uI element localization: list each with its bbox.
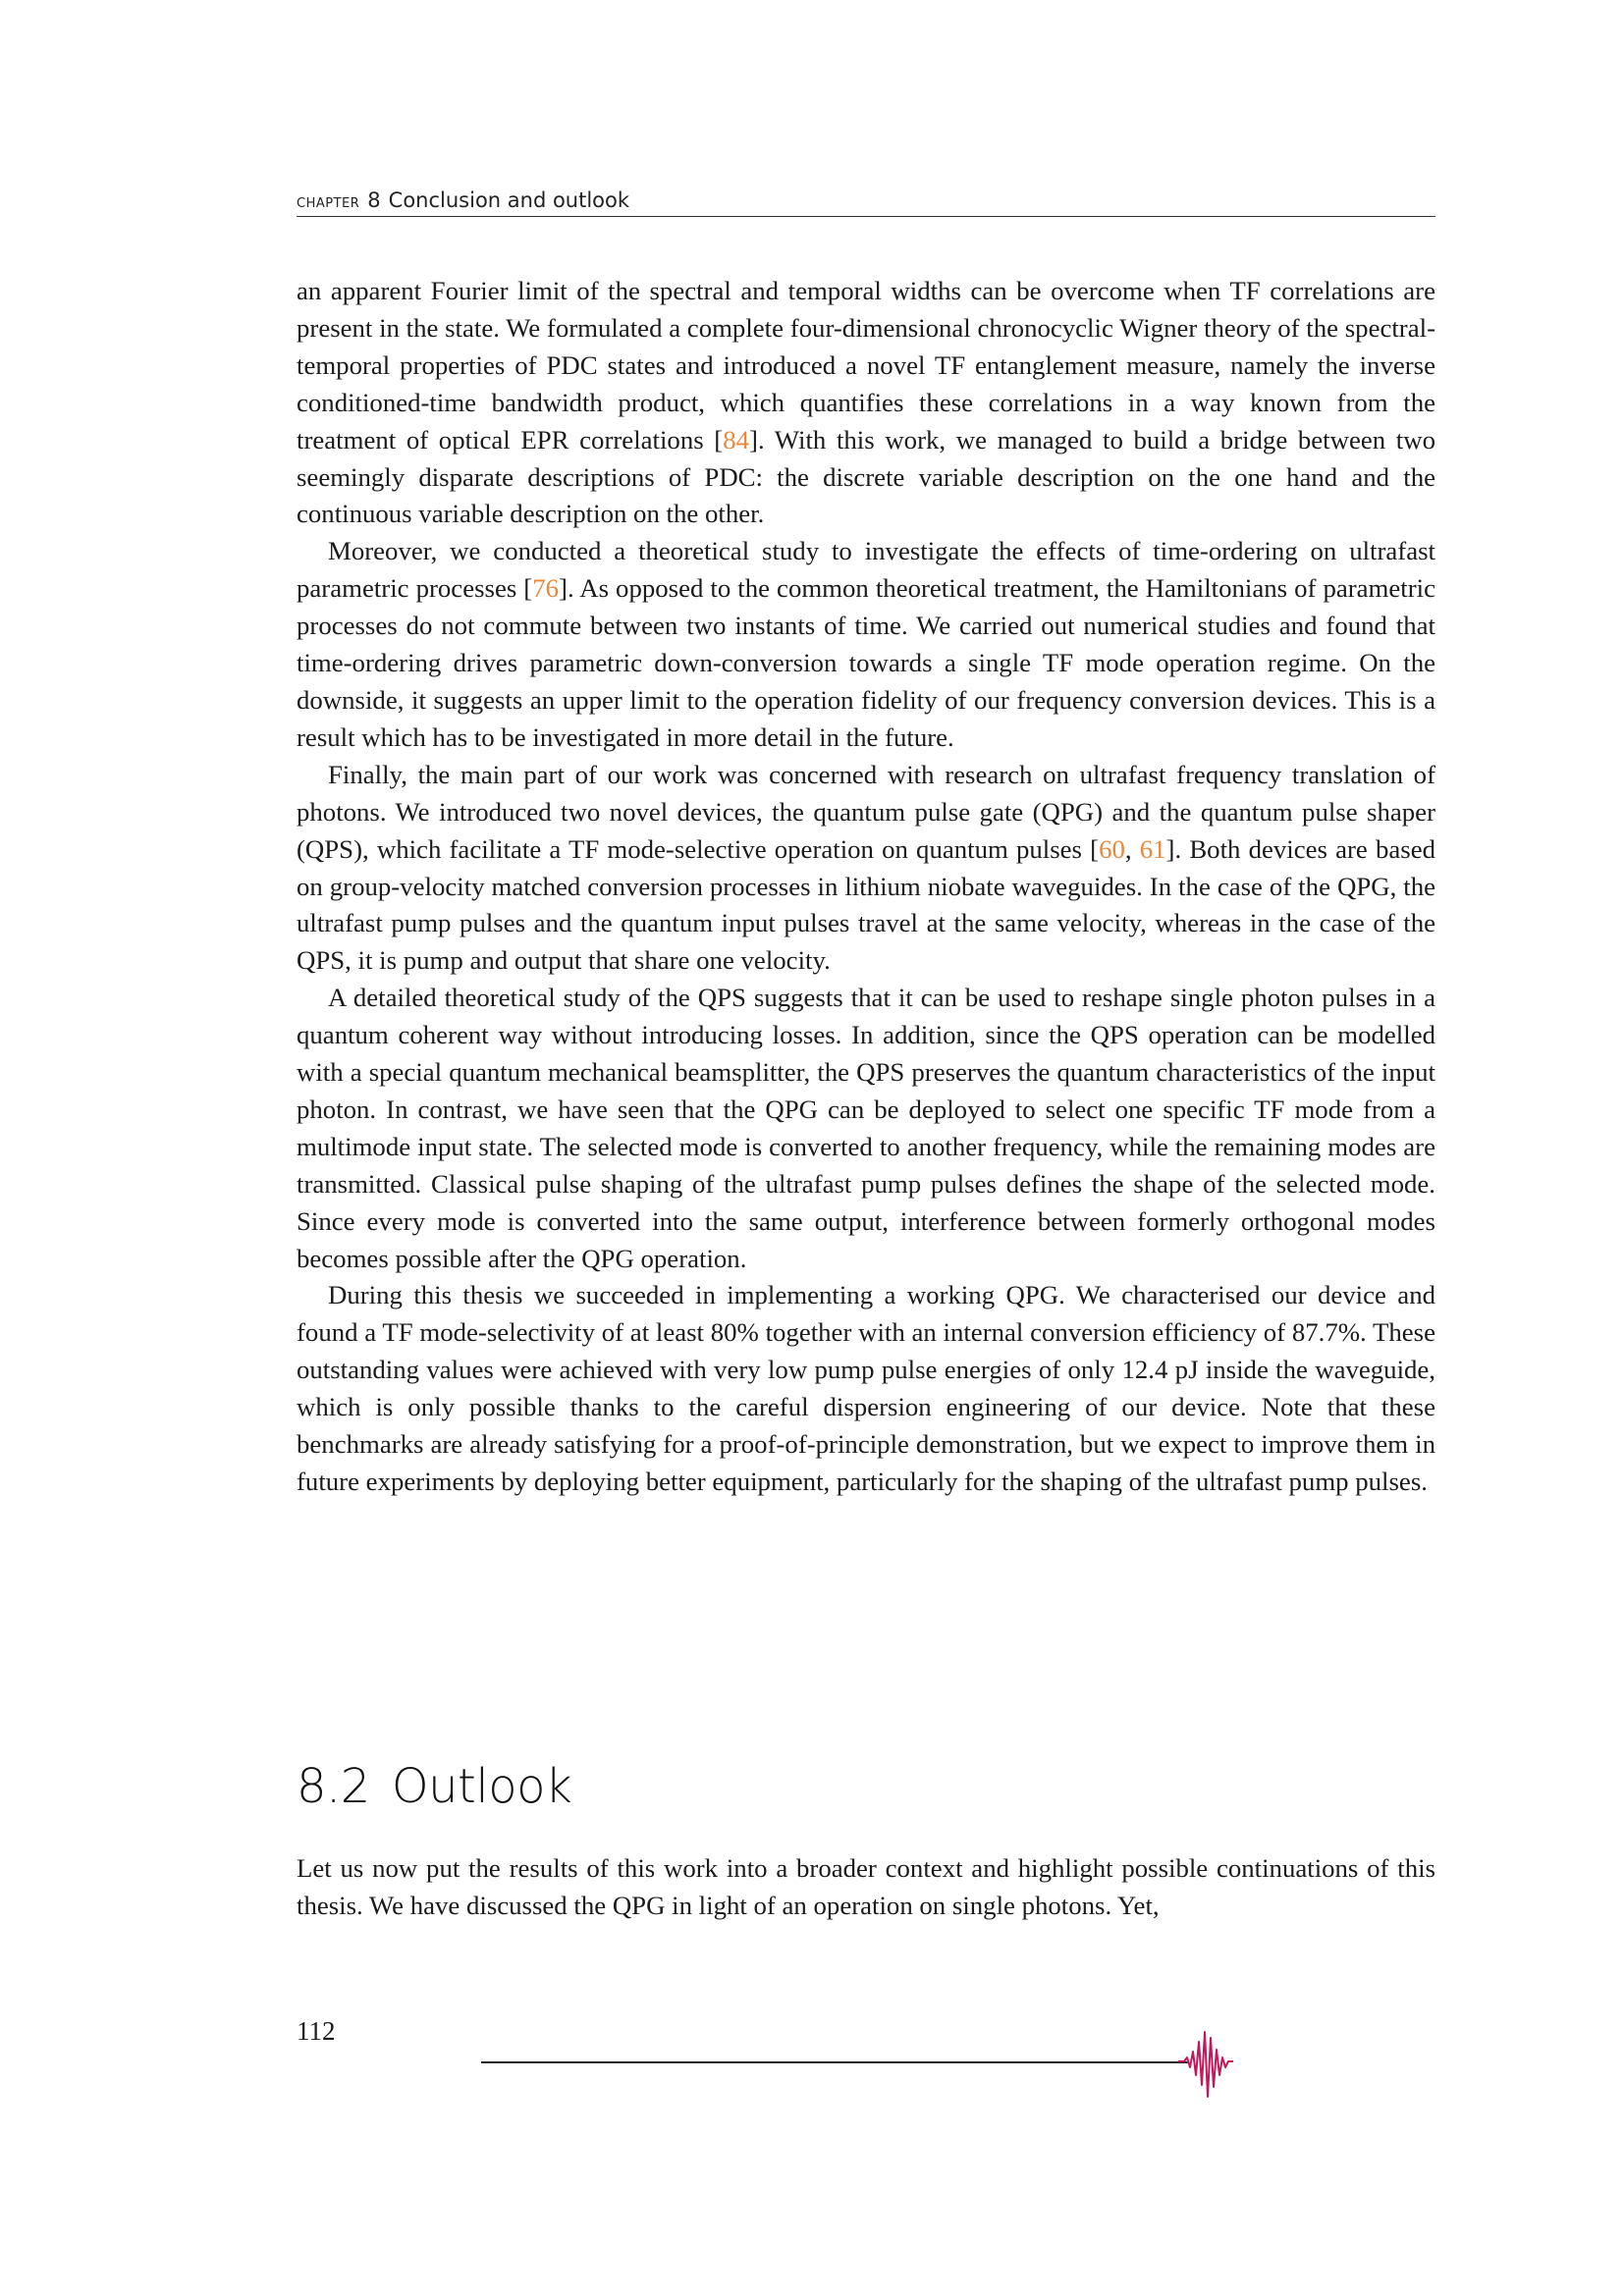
paragraph-2-text-b: ]. As opposed to the common theoretical treatment, the Hamiltonians of parametric processes do not commute between two instants of time. We carried out numerical studies and found that time-ordering drives parametric down-conversion towards a single TF mode operation regime. On the downside, it suggests an upper limit to the operation fidelity of our frequency conversion devices. This is a result which has to be investigated in more detail in the future. — [297, 573, 1435, 752]
header-chapter-title: Conclusion and outlook — [388, 188, 630, 212]
running-header — [297, 188, 1435, 217]
header-chapter-number: 8 — [367, 188, 381, 212]
main-text — [297, 273, 1435, 1501]
outlook-paragraph: Let us now put the results of this work into a broader context and highlight possible continuations of this thesis. We have discussed the QPG in light of an operation on single photons. Yet, — [297, 1853, 1435, 1920]
paragraph-2 — [297, 533, 1435, 756]
paragraph-5: During this thesis we succeeded in implementing a working QPG. We characterised our device and found a TF mode-selectivity of at least 80% together with an internal conversion efficiency of 87.7%. These outstanding values were achieved with very low pump pulse energies of only 12.4 pJ inside the waveguide, which is only possible thanks to the careful dispersion engineering of our device. Note that these benchmarks are already satisfying for a proof-of-principle demonstration, but we expect to improve them in future experiments by deploying better equipment, particularly for the shaping of the ultrafast pump pulses. — [297, 1280, 1435, 1496]
citation-separator: , — [1124, 833, 1140, 864]
citation-link[interactable]: 84 — [723, 424, 750, 454]
section-title: Outlook — [391, 1759, 572, 1814]
paragraph-3-text-a: Finally, the main part of our work was concerned with research on ultrafast frequency translation of photons. We introduced two novel devices, the quantum pulse gate (QPG) and the quantum pulse shaper (QPS), which facilitate a TF mode-selective operation on quantum pulses [ — [297, 759, 1435, 864]
paragraph-2-text-a: Moreover, we conducted a theoretical study to investigate the effects of time-ordering on ultrafast parametric processes [ — [297, 536, 1435, 604]
paragraph-1-text-b: ]. With this work, we managed to build a bridge between two seemingly disparate descriptions of PDC: the discrete variable description on the one hand and the continuous variable description on the other. — [297, 424, 1435, 529]
section-number: 8.2 — [297, 1759, 370, 1814]
citation-link[interactable]: 60 — [1099, 833, 1125, 864]
page-number: 112 — [297, 2016, 336, 2046]
paragraph-3-text-b: ]. Both devices are based on group-velocity matched conversion processes in lithium niobate waveguides. In the case of the QPG, the ultrafast pump pulses and the quantum input pulses travel at the same velocity, whereas in the case of the QPS, it is pump and output that share one velocity. — [297, 833, 1435, 976]
section-heading — [297, 1759, 571, 1814]
paragraph-3 — [297, 757, 1435, 980]
citation-link[interactable]: 76 — [532, 573, 560, 604]
paragraph-1 — [297, 273, 1435, 533]
footer-rule — [481, 2061, 1188, 2063]
pulse-waveform-icon — [1178, 2024, 1237, 2103]
paragraph-1-text-a: an apparent Fourier limit of the spectral and temporal widths can be overcome when TF correlations are present in the state. We formulated a complete four-dimensional chronocyclic Wigner theory of the spectral-temporal properties of PDC states and introduced a novel TF entanglement measure, namely the inverse conditioned-time bandwidth product, which quantifies these correlations in a way known from the treatment of optical EPR correlations [ — [297, 276, 1435, 454]
paragraph-4: A detailed theoretical study of the QPS suggests that it can be used to reshape single photon pulses in a quantum coherent way without introducing losses. In addition, since the QPS operation can be modelled with a special quantum mechanical beamsplitter, the QPS preserves the quantum characteristics of the input photon. In contrast, we have seen that the QPG can be deployed to select one specific TF mode from a multimode input state. The selected mode is converted to another frequency, while the remaining modes are transmitted. Classical pulse shaping of the ultrafast pump pulses defines the shape of the selected mode. Since every mode is converted into the same output, interference between formerly orthogonal modes becomes possible after the QPG operation. — [297, 983, 1435, 1273]
outlook-text — [297, 1850, 1435, 1925]
citation-link[interactable]: 61 — [1139, 833, 1166, 864]
header-chapter-word: chapter — [297, 190, 360, 212]
